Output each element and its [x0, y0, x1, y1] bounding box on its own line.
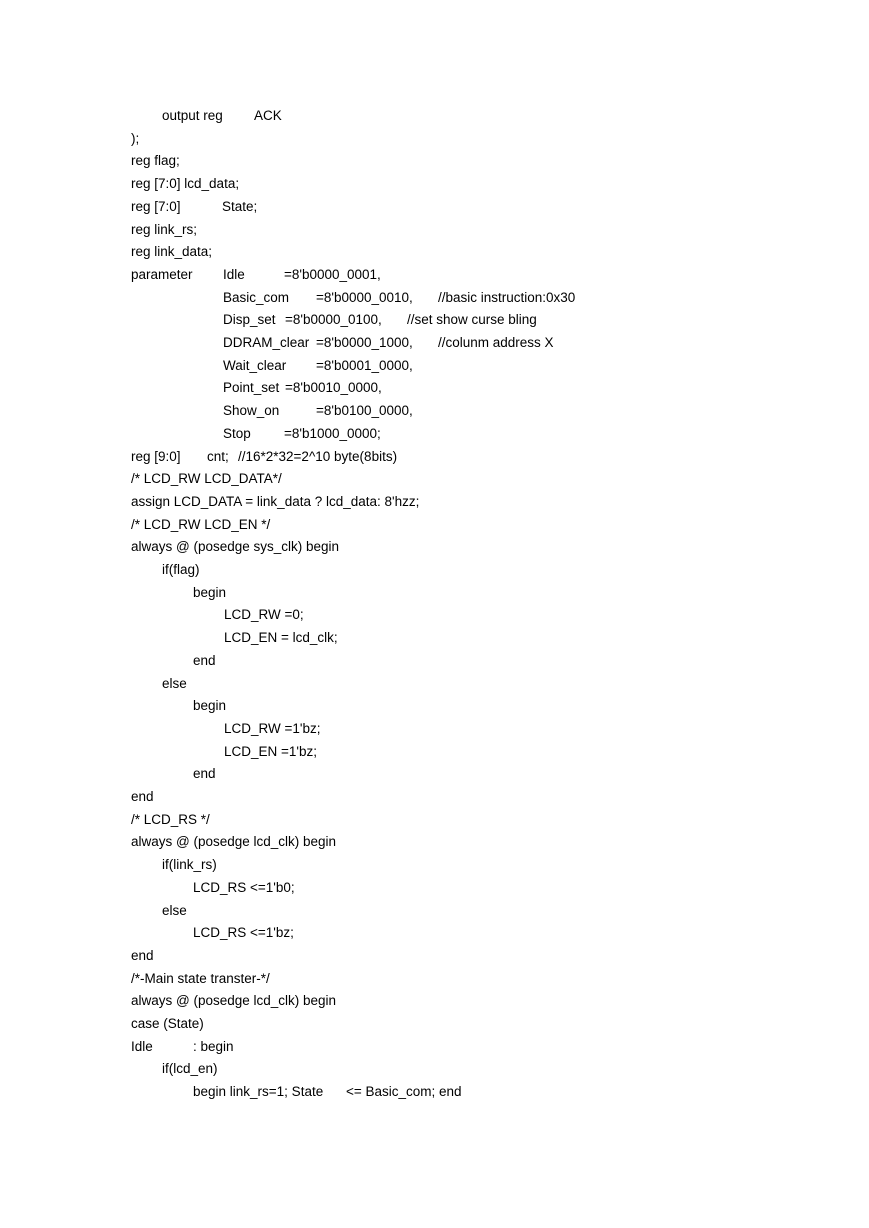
code-segment: );: [131, 131, 140, 146]
code-line: [0, 786, 869, 808]
code-segment: reg [7:0]: [131, 199, 181, 214]
code-segment: assign LCD_DATA = link_data ? lcd_data: 8'hzz;: [131, 494, 420, 509]
code-line: [0, 1058, 869, 1080]
code-line: [0, 854, 869, 876]
code-segment: if(lcd_en): [162, 1061, 218, 1076]
code-segment: State;: [222, 199, 258, 214]
code-segment: //16*2*32=2^10 byte(8bits): [238, 449, 398, 464]
code-line: [0, 604, 869, 626]
code-line: [0, 332, 869, 354]
code-line: [0, 173, 869, 195]
code-segment: LCD_RS <=1'bz;: [193, 925, 294, 940]
code-line: [0, 1013, 869, 1035]
code-segment: /* LCD_RS */: [131, 812, 210, 827]
code-segment: reg link_data;: [131, 244, 213, 259]
code-segment: end: [193, 653, 216, 668]
code-segment: =8'b0010_0000,: [285, 380, 382, 395]
code-line: [0, 650, 869, 672]
code-segment: begin: [193, 698, 227, 713]
code-line: [0, 1081, 869, 1103]
code-segment: output reg: [162, 108, 223, 123]
code-line: [0, 695, 869, 717]
code-line: [0, 446, 869, 468]
code-segment: Idle: [131, 1039, 153, 1054]
code-segment: //set show curse bling: [407, 312, 537, 327]
code-segment: =8'b0000_0001,: [284, 267, 381, 282]
code-segment: if(link_rs): [162, 857, 217, 872]
code-segment: Wait_clear: [223, 358, 287, 373]
code-segment: parameter: [131, 267, 193, 282]
code-line: [0, 105, 869, 127]
code-line: [0, 196, 869, 218]
code-line: [0, 763, 869, 785]
code-segment: Show_on: [223, 403, 280, 418]
code-segment: //colunm address X: [438, 335, 554, 350]
code-segment: Point_set: [223, 380, 280, 395]
code-segment: else: [162, 903, 187, 918]
code-segment: else: [162, 676, 187, 691]
code-segment: begin: [193, 585, 227, 600]
code-line: [0, 900, 869, 922]
code-line: [0, 355, 869, 377]
code-line: [0, 1036, 869, 1058]
code-segment: Basic_com: [223, 290, 290, 305]
code-line: [0, 514, 869, 536]
code-line: [0, 627, 869, 649]
code-segment: LCD_RS <=1'b0;: [193, 880, 295, 895]
code-segment: //basic instruction:0x30: [438, 290, 576, 305]
code-segment: Idle: [223, 267, 245, 282]
code-segment: begin link_rs=1; State: [193, 1084, 324, 1099]
code-segment: case (State): [131, 1016, 204, 1031]
code-segment: reg [7:0] lcd_data;: [131, 176, 240, 191]
code-line: [0, 582, 869, 604]
code-line: [0, 741, 869, 763]
code-segment: /* LCD_RW LCD_DATA*/: [131, 471, 282, 486]
code-segment: if(flag): [162, 562, 200, 577]
code-segment: end: [131, 789, 154, 804]
code-segment: DDRAM_clear: [223, 335, 310, 350]
code-segment: =8'b0000_0100,: [285, 312, 382, 327]
code-segment: =8'b1000_0000;: [284, 426, 381, 441]
code-segment: reg link_rs;: [131, 222, 198, 237]
code-line: [0, 287, 869, 309]
code-segment: /*-Main state transter-*/: [131, 971, 270, 986]
code-line: [0, 491, 869, 513]
code-segment: =8'b0001_0000,: [316, 358, 413, 373]
code-line: [0, 809, 869, 831]
code-line: [0, 423, 869, 445]
code-segment: ACK: [254, 108, 282, 123]
code-line: [0, 219, 869, 241]
code-segment: reg [9:0]: [131, 449, 181, 464]
code-segment: Disp_set: [223, 312, 276, 327]
code-segment: LCD_RW =0;: [224, 607, 304, 622]
code-line: [0, 922, 869, 944]
code-segment: Stop: [223, 426, 251, 441]
code-line: [0, 150, 869, 172]
code-line: [0, 241, 869, 263]
code-line: [0, 400, 869, 422]
code-segment: end: [193, 766, 216, 781]
code-segment: =8'b0000_1000,: [316, 335, 413, 350]
code-segment: LCD_EN = lcd_clk;: [224, 630, 338, 645]
code-line: [0, 309, 869, 331]
code-line: [0, 877, 869, 899]
code-line: [0, 945, 869, 967]
code-line: [0, 718, 869, 740]
code-line: [0, 968, 869, 990]
code-segment: <= Basic_com; end: [346, 1084, 462, 1099]
code-line: [0, 559, 869, 581]
code-line: [0, 536, 869, 558]
code-segment: always @ (posedge lcd_clk) begin: [131, 993, 337, 1008]
code-line: [0, 377, 869, 399]
code-line: [0, 990, 869, 1012]
code-segment: /* LCD_RW LCD_EN */: [131, 517, 271, 532]
code-segment: always @ (posedge sys_clk) begin: [131, 539, 340, 554]
code-segment: =8'b0100_0000,: [316, 403, 413, 418]
code-line: [0, 831, 869, 853]
code-segment: end: [131, 948, 154, 963]
code-segment: LCD_EN =1'bz;: [224, 744, 317, 759]
code-line: [0, 673, 869, 695]
code-line: [0, 128, 869, 150]
code-segment: : begin: [193, 1039, 234, 1054]
code-segment: always @ (posedge lcd_clk) begin: [131, 834, 337, 849]
code-line: [0, 468, 869, 490]
code-segment: LCD_RW =1'bz;: [224, 721, 321, 736]
code-segment: =8'b0000_0010,: [316, 290, 413, 305]
code-line: [0, 264, 869, 286]
code-segment: reg flag;: [131, 153, 180, 168]
code-segment: cnt;: [207, 449, 229, 464]
